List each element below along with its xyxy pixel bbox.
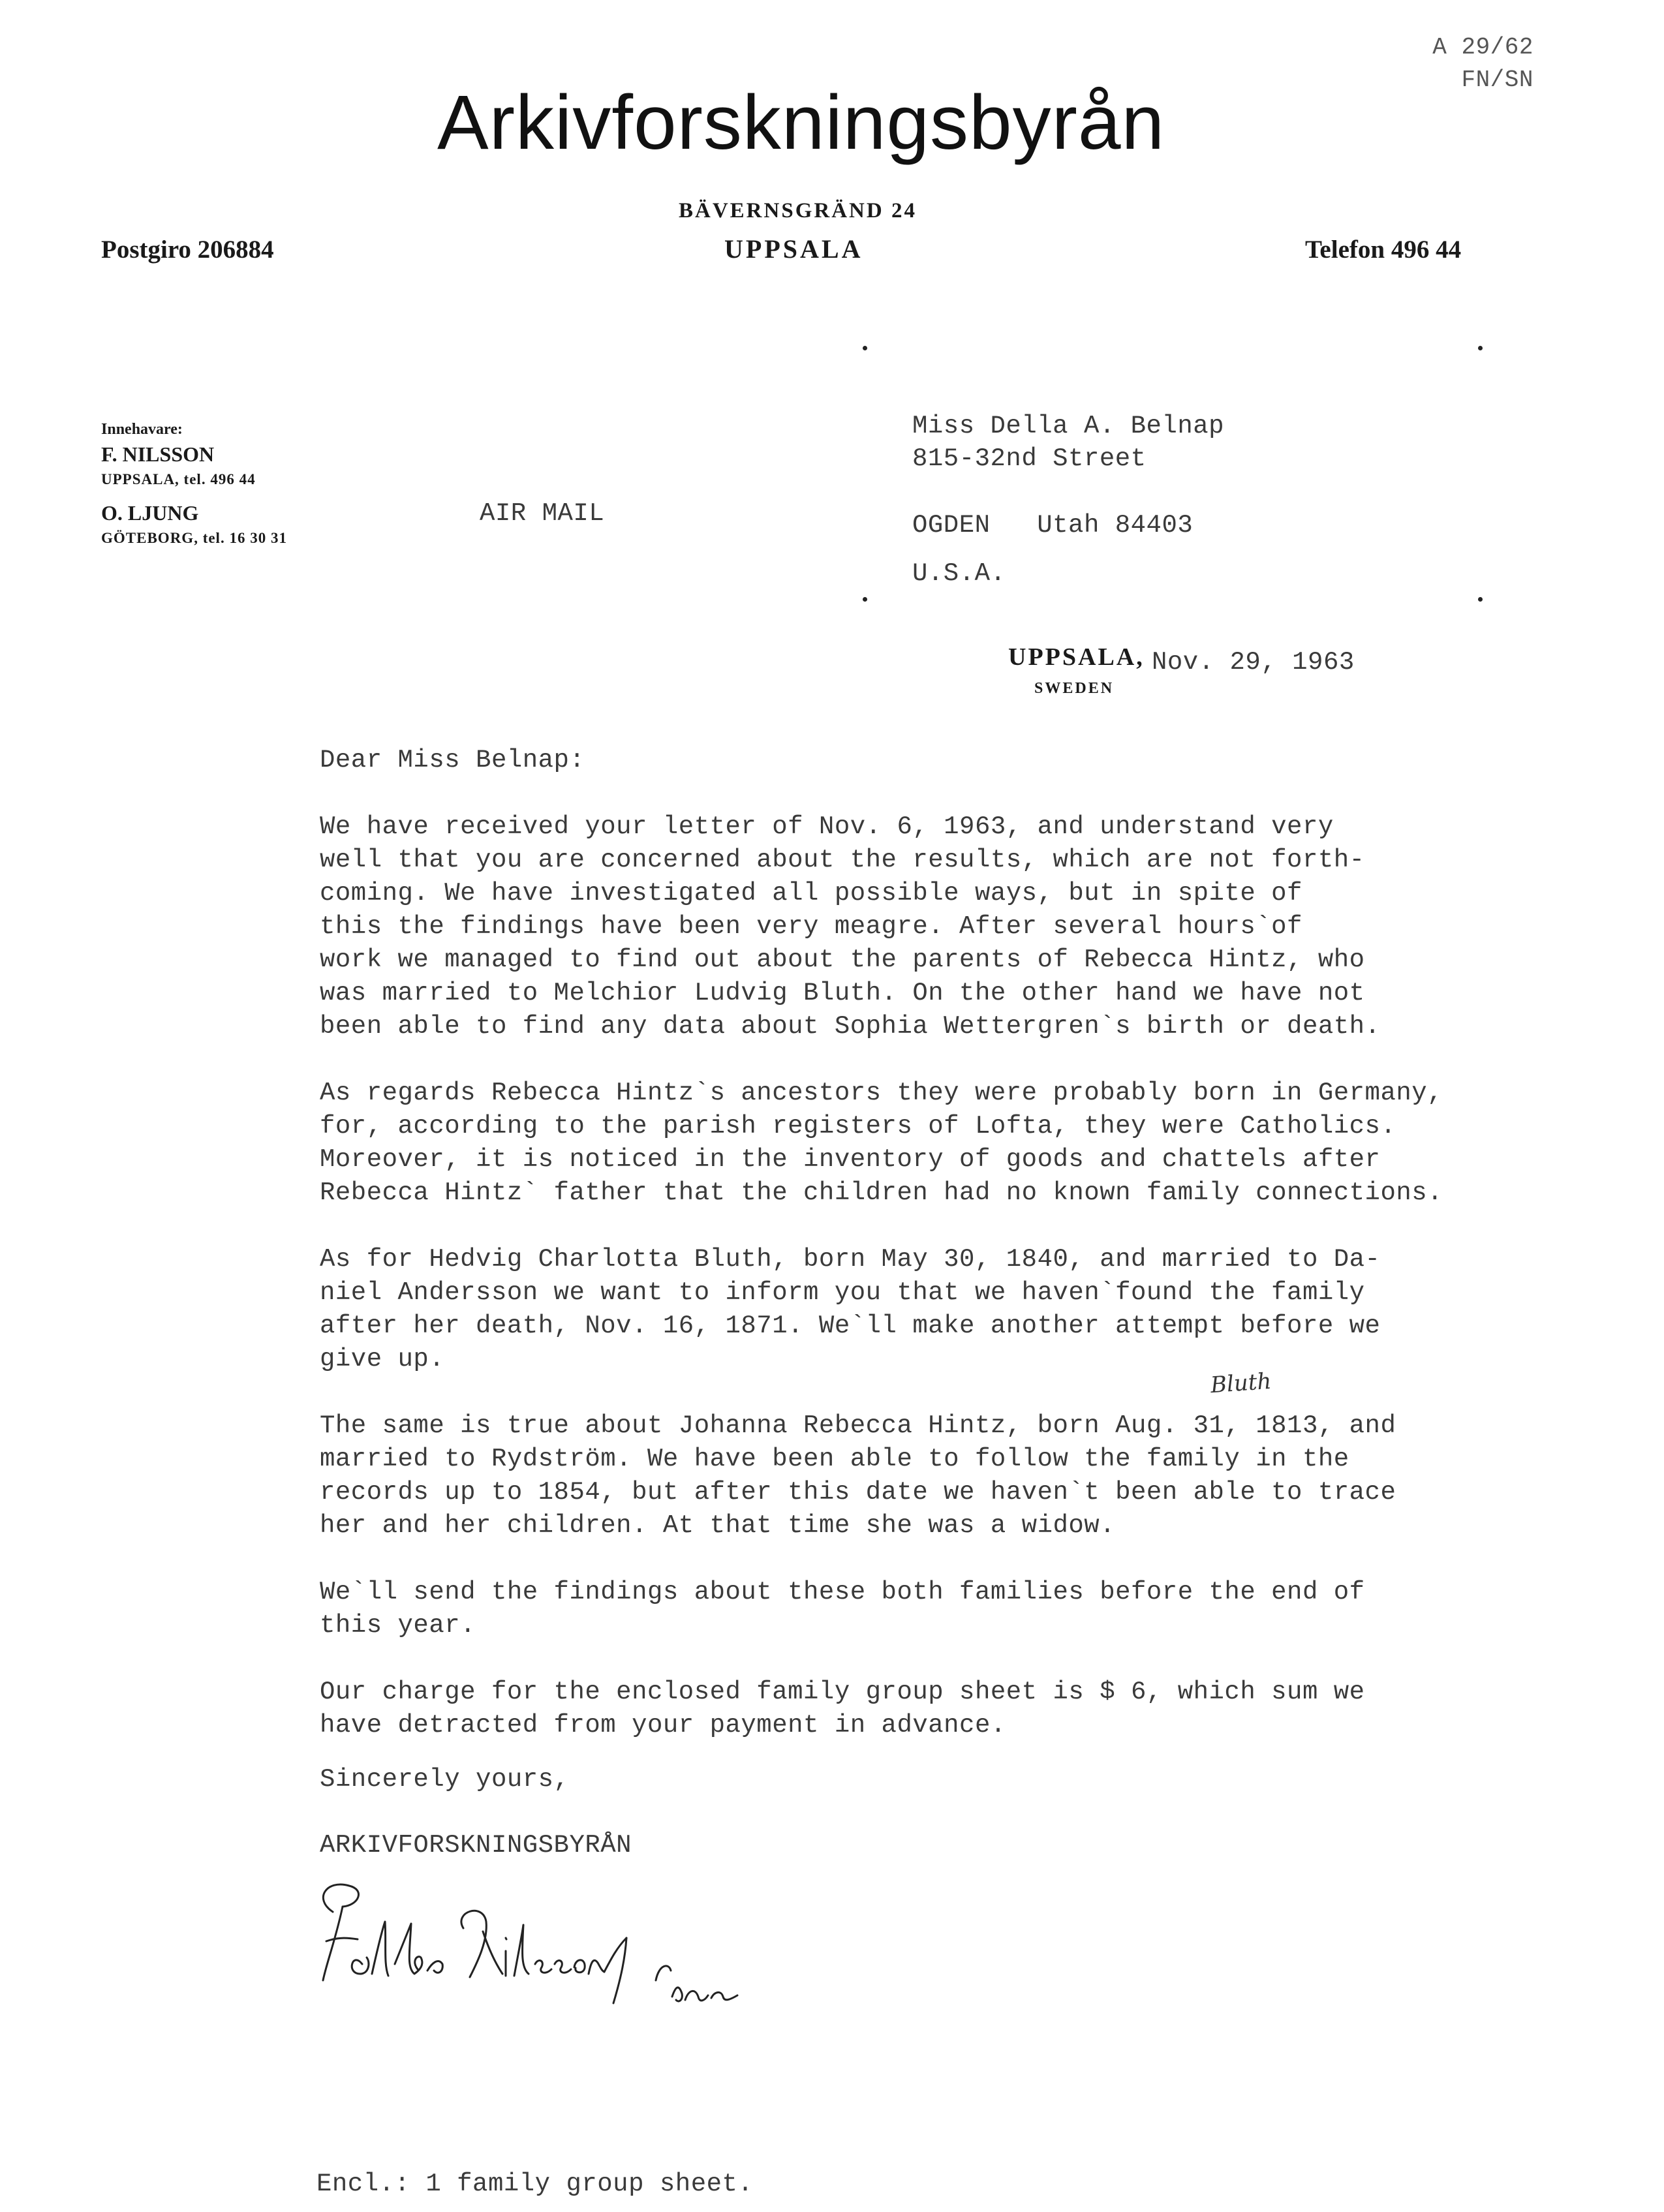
owner-name: O. LJUNG [101, 501, 199, 525]
window-mark [863, 346, 867, 350]
reference-code-line: FN/SN [1461, 67, 1533, 93]
address-line: 815-32nd Street [912, 444, 1147, 473]
letterhead-postgiro: Postgiro 206884 [101, 236, 274, 264]
letter-body [320, 744, 1560, 1775]
letterhead-street: BÄVERNSGRÄND 24 [679, 199, 917, 223]
owners-heading: Innehavare: [101, 421, 183, 438]
owner-place: GÖTEBORG, tel. 16 30 31 [101, 530, 287, 546]
letterhead-telefon: Telefon 496 44 [1305, 236, 1462, 264]
firm-signature: ARKIVFORSKNINGSBYRÅN [320, 1831, 632, 1860]
date-city: UPPSALA, [1008, 643, 1145, 671]
reference-code-line: A 29/62 [1432, 34, 1533, 61]
paragraph: We have received your letter of Nov. 6, 1963, and understand very well that you are concerned about the results, which are not forth- coming. We have investigated all possible ways, but in spite of this the findings have been very meagre. After several hours`of work we managed to find out about the parents of Rebecca Hintz, who was married to Melchior Ludvig Bluth. On the other hand we have not been able to find any data about Sophia Wettergren`s birth or death. [320, 812, 1381, 1041]
window-mark [1478, 597, 1483, 602]
window-mark [1478, 346, 1483, 350]
closing: Sincerely yours, [320, 1765, 570, 1794]
address-line: Miss Della A. Belnap [912, 412, 1225, 440]
paragraph: As for Hedvig Charlotta Bluth, born May 30, 1840, and married to Da- niel Andersson we want to inform you that we haven`found the family after her death, Nov. 16, 1871. We`ll make another attempt before we give up. [320, 1245, 1381, 1374]
letterhead-name: Arkivforskningsbyrån [437, 80, 1165, 166]
paragraph: As regards Rebecca Hintz`s ancestors they were probably born in Germany, for, according to the parish registers of Lofta, they were Catholics. Moreover, it is noticed in the inventory of goods and chattels after Rebecca Hintz` father that the children had no known family connections. [320, 1079, 1443, 1207]
handwritten-signature [287, 1866, 744, 2036]
address-line: U.S.A. [912, 559, 1006, 588]
paragraph: The same is true about Johanna Rebecca Hintz, born Aug. 31, 1813, and married to Rydström. We have been able to follow the family in the records up to 1854, but after this date we haven`t been able to trace her and her children. At that time she was a widow. [320, 1411, 1396, 1540]
owner-place: UPPSALA, tel. 496 44 [101, 471, 256, 487]
letter-date: Nov. 29, 1963 [1152, 648, 1355, 677]
reference-code [1403, 31, 1533, 97]
letterhead-city: UPPSALA [724, 234, 863, 264]
paragraph: Our charge for the enclosed family group sheet is $ 6, which sum we have detracted from your payment in advance. [320, 1678, 1365, 1740]
signature-text: Folke Nilsson [294, 1905, 298, 1906]
owner-name: F. NILSSON [101, 442, 215, 466]
recipient-address [912, 410, 1224, 590]
enclosure-note: Encl.: 1 family group sheet. [316, 2170, 754, 2198]
mail-type: AIR MAIL [480, 499, 605, 528]
date-country: SWEDEN [1034, 680, 1115, 697]
salutation: Dear Miss Belnap: [320, 746, 585, 775]
window-mark [863, 597, 867, 602]
handwritten-annotation: Bluth [1209, 1368, 1272, 1399]
address-line: OGDEN Utah 84403 [912, 511, 1194, 540]
paragraph: We`ll send the findings about these both families before the end of this year. [320, 1578, 1365, 1640]
